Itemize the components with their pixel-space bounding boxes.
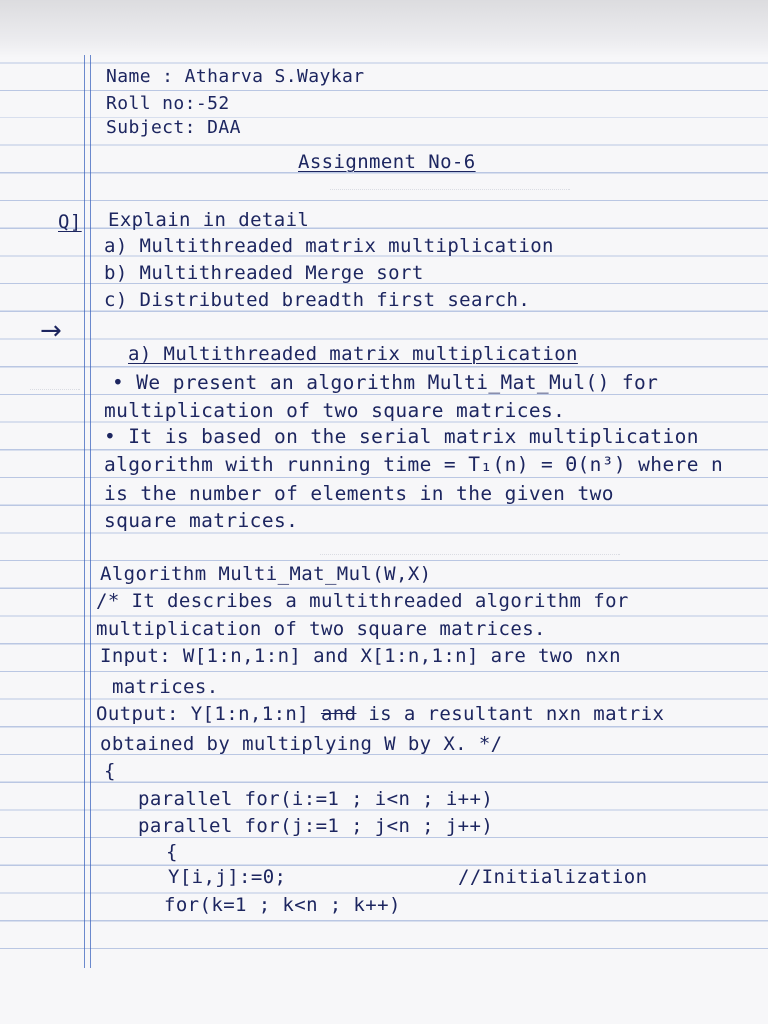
- code-brace: {: [166, 841, 178, 863]
- question-part-a: a) Multithreaded matrix multiplication: [104, 235, 554, 257]
- algorithm-input: Input: W[1:n,1:n] and X[1:n,1:n] are two nxn: [100, 645, 621, 667]
- algorithm-title: Algorithm Multi_Mat_Mul(W,X): [100, 563, 432, 585]
- answer-line: • We present an algorithm Multi_Mat_Mul() for: [112, 371, 659, 394]
- output-prefix: Output: Y[1:n,1:n]: [96, 703, 310, 725]
- output-suffix: is a resultant nxn matrix: [368, 703, 665, 725]
- answer-arrow-icon: →: [40, 316, 62, 346]
- code-line: Y[i,j]:=0;: [168, 866, 287, 888]
- subject: Subject: DAA: [106, 117, 241, 138]
- roll-number: Roll no:-52: [106, 93, 230, 114]
- code-comment: //Initialization: [458, 866, 648, 888]
- question-part-c: c) Distributed breadth first search.: [104, 289, 531, 311]
- bleed-through: [320, 540, 620, 555]
- answer-line: • It is based on the serial matrix multiplication: [104, 425, 699, 448]
- code-line: parallel for(i:=1 ; i<n ; i++): [138, 788, 494, 810]
- algorithm-output: obtained by multiplying W by X. */: [100, 733, 503, 755]
- answer-heading: a) Multithreaded matrix multiplication: [128, 343, 578, 365]
- answer-line: algorithm with running time = T₁(n) = Θ(n³) where n: [104, 453, 724, 476]
- algorithm-comment: /* It describes a multithreaded algorithm for: [96, 590, 629, 612]
- bleed-through: [30, 375, 80, 390]
- bleed-through: [330, 175, 570, 190]
- question-intro: Explain in detail: [108, 209, 310, 231]
- answer-line: is the number of elements in the given two: [104, 482, 614, 505]
- assignment-title: Assignment No-6: [298, 151, 476, 173]
- question-marker: Q]: [58, 211, 82, 233]
- page-bottom-blank: [0, 968, 768, 1024]
- question-part-b: b) Multithreaded Merge sort: [104, 262, 424, 284]
- algorithm-comment: multiplication of two square matrices.: [96, 618, 546, 640]
- page-top-shadow: [0, 0, 768, 58]
- struck-word: and: [320, 703, 357, 725]
- margin-line: [84, 55, 85, 969]
- algorithm-output: [96, 703, 664, 725]
- margin-line: [90, 55, 91, 969]
- code-line: parallel for(j:=1 ; j<n ; j++): [138, 815, 494, 837]
- code-line: for(k=1 ; k<n ; k++): [164, 894, 401, 916]
- answer-line: square matrices.: [104, 509, 299, 532]
- algorithm-input: matrices.: [112, 676, 219, 698]
- answer-line: multiplication of two square matrices.: [104, 399, 566, 422]
- code-brace: {: [104, 760, 116, 782]
- student-name: Name : Atharva S.Waykar: [106, 66, 365, 87]
